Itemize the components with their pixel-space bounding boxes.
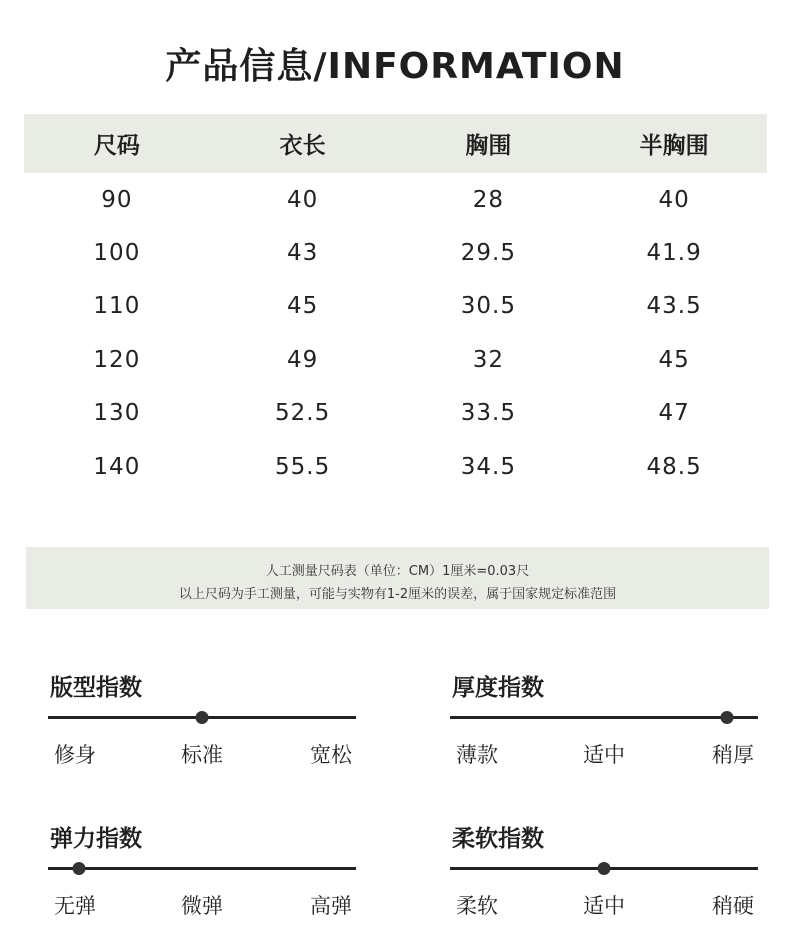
table-row (24, 173, 767, 226)
cell-half-chest: 45 (658, 346, 690, 373)
elasticity-index-label-low: 无弹 (54, 894, 96, 918)
cell-half-chest: 41.9 (646, 240, 702, 267)
cell-length: 45 (286, 293, 319, 320)
thickness-index-track (450, 716, 758, 719)
softness-index (450, 820, 760, 940)
cell-chest: 32 (472, 346, 505, 373)
elasticity-index-track (48, 867, 356, 870)
cell-chest: 33.5 (460, 400, 516, 427)
fit-index-label-mid: 标准 (181, 743, 223, 767)
table-row (24, 226, 767, 279)
cell-chest: 30.5 (460, 293, 516, 320)
cell-half-chest: 47 (658, 400, 690, 427)
table-row (24, 333, 767, 386)
header-size: 尺码 (24, 114, 210, 173)
table-row (24, 440, 767, 493)
cell-size: 130 (93, 400, 141, 427)
softness-index-label-high: 稍硬 (712, 894, 754, 918)
header-chest: 胸围 (396, 114, 582, 173)
cell-half-chest: 40 (658, 186, 690, 213)
softness-index-label-mid: 适中 (583, 894, 625, 918)
thickness-index-label-high: 稍厚 (712, 743, 754, 767)
fit-index (48, 669, 358, 789)
cell-size: 140 (93, 453, 141, 480)
thickness-index-label-low: 薄款 (456, 743, 498, 767)
cell-size: 110 (93, 293, 141, 320)
table-row (24, 280, 767, 333)
cell-length: 40 (286, 186, 319, 213)
thickness-index-title: 厚度指数 (452, 675, 544, 701)
softness-index-marker (598, 862, 611, 875)
fit-index-title: 版型指数 (50, 675, 142, 701)
elasticity-index (48, 820, 358, 940)
fit-index-marker (196, 711, 209, 724)
softness-index-label-low: 柔软 (456, 894, 498, 918)
table-header-row (24, 114, 767, 173)
cell-size: 100 (93, 240, 141, 267)
measurement-note (26, 547, 769, 609)
fit-index-label-high: 宽松 (310, 743, 352, 767)
thickness-index-label-mid: 适中 (583, 743, 625, 767)
cell-length: 49 (286, 346, 319, 373)
cell-size: 90 (101, 186, 133, 213)
elasticity-index-marker (72, 862, 85, 875)
size-table (24, 114, 767, 493)
cell-length: 52.5 (275, 400, 331, 427)
elasticity-index-label-mid: 微弹 (181, 894, 223, 918)
table-row (24, 387, 767, 440)
cell-half-chest: 48.5 (646, 453, 702, 480)
thickness-index (450, 669, 760, 789)
cell-chest: 29.5 (460, 240, 516, 267)
cell-chest: 34.5 (460, 453, 516, 480)
page-title: 产品信息/INFORMATION (165, 46, 625, 87)
elasticity-index-title: 弹力指数 (50, 826, 142, 852)
cell-length: 43 (286, 240, 319, 267)
cell-length: 55.5 (275, 453, 331, 480)
cell-half-chest: 43.5 (646, 293, 702, 320)
note-line-2: 以上尺码为手工测量，可能与实物有1-2厘米的误差，属于国家规定标准范围 (178, 587, 617, 602)
softness-index-title: 柔软指数 (452, 826, 544, 852)
cell-size: 120 (93, 346, 141, 373)
note-line-1: 人工测量尺码表（单位：CM）1厘米=0.03尺 (265, 564, 530, 579)
cell-chest: 28 (472, 186, 505, 213)
elasticity-index-label-high: 高弹 (310, 894, 352, 918)
fit-index-label-low: 修身 (54, 743, 96, 767)
header-length: 衣长 (210, 114, 396, 173)
thickness-index-marker (721, 711, 734, 724)
header-half-chest: 半胸围 (581, 114, 767, 173)
